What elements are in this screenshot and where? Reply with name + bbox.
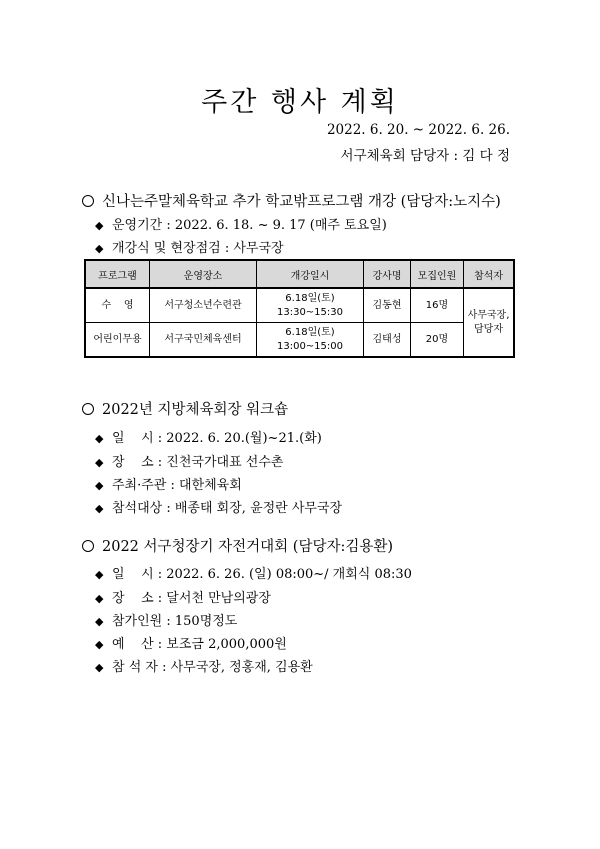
table-cell: 김동현 xyxy=(364,288,411,323)
circle-bullet-icon xyxy=(82,195,94,207)
table-header-row xyxy=(85,260,514,288)
bullet-item: ◆ 일 시 : 2022. 6. 20.(월)~21.(화) xyxy=(95,431,322,446)
diamond-icon: ◆ xyxy=(95,592,104,605)
column-header: 프로그램 xyxy=(85,260,150,288)
diamond-icon: ◆ xyxy=(95,615,104,628)
column-header: 운영장소 xyxy=(150,260,257,288)
bullet-item: ◆ 예 산 : 보조금 2,000,000원 xyxy=(95,637,287,652)
bullet-item: ◆ 개강식 및 현장점검 : 사무국장 xyxy=(95,241,284,256)
diamond-icon: ◆ xyxy=(95,432,104,445)
table-cell: 수 영 xyxy=(85,288,150,323)
table-row xyxy=(85,323,514,358)
table-cell: 16명 xyxy=(411,288,464,323)
bullet-item: ◆ 장 소 : 달서천 만남의광장 xyxy=(95,591,271,606)
bullet-item: ◆ 일 시 : 2022. 6. 26. (일) 08:00~/ 개회식 08:30 xyxy=(95,567,412,582)
bullet-item: ◆ 참석대상 : 배종태 회장, 윤정란 사무국장 xyxy=(95,501,343,516)
bullet-item: ◆ 장 소 : 진천국가대표 선수촌 xyxy=(95,455,284,470)
column-header: 개강일시 xyxy=(257,260,364,288)
column-header: 모집인원 xyxy=(411,260,464,288)
table-row xyxy=(85,288,514,323)
column-header: 강사명 xyxy=(364,260,411,288)
circle-bullet-icon xyxy=(82,540,94,552)
diamond-icon: ◆ xyxy=(95,242,104,255)
diamond-icon: ◆ xyxy=(95,638,104,651)
diamond-icon: ◆ xyxy=(95,219,104,232)
manager-text: 서구체육회 담당자 : 김 다 정 xyxy=(340,148,510,164)
section-title: 2022년 지방체육회장 워크숍 xyxy=(82,398,288,419)
bullet-item: ◆ 참 석 자 : 사무국장, 정홍재, 김용환 xyxy=(95,660,313,675)
page-title: 주간 행사 계획 xyxy=(201,87,399,118)
diamond-icon: ◆ xyxy=(95,479,104,492)
bullet-item: ◆ 참가인원 : 150명정도 xyxy=(95,614,238,629)
table-cell: 6.18일(토) 13:00~15:00 xyxy=(257,323,364,358)
diamond-icon: ◆ xyxy=(95,502,104,515)
circle-bullet-icon xyxy=(82,403,94,415)
section-title: 신나는주말체육학교 추가 학교밖프로그램 개강 (담당자:노지수) xyxy=(82,190,501,211)
period-text: 2022. 6. 20. ~ 2022. 6. 26. xyxy=(326,122,510,138)
table-cell: 서구청소년수련관 xyxy=(150,288,257,323)
table-cell: 어린이무용 xyxy=(85,323,150,358)
section-title: 2022 서구청장기 자전거대회 (담당자:김용환) xyxy=(82,535,393,556)
diamond-icon: ◆ xyxy=(95,661,104,674)
program-table xyxy=(84,259,515,358)
table-cell: 20명 xyxy=(411,323,464,358)
attendee-cell: 사무국장, 담당자 xyxy=(464,288,515,357)
diamond-icon: ◆ xyxy=(95,456,104,469)
bullet-item: ◆ 운영기간 : 2022. 6. 18. ~ 9. 17 (매주 토요일) xyxy=(95,218,387,233)
table-cell: 서구국민체육센터 xyxy=(150,323,257,358)
column-header: 참석자 xyxy=(464,260,515,288)
table-cell: 김태성 xyxy=(364,323,411,358)
diamond-icon: ◆ xyxy=(95,568,104,581)
bullet-item: ◆ 주최·주관 : 대한체육회 xyxy=(95,478,242,493)
table-cell: 6.18일(토) 13:30~15:30 xyxy=(257,288,364,323)
